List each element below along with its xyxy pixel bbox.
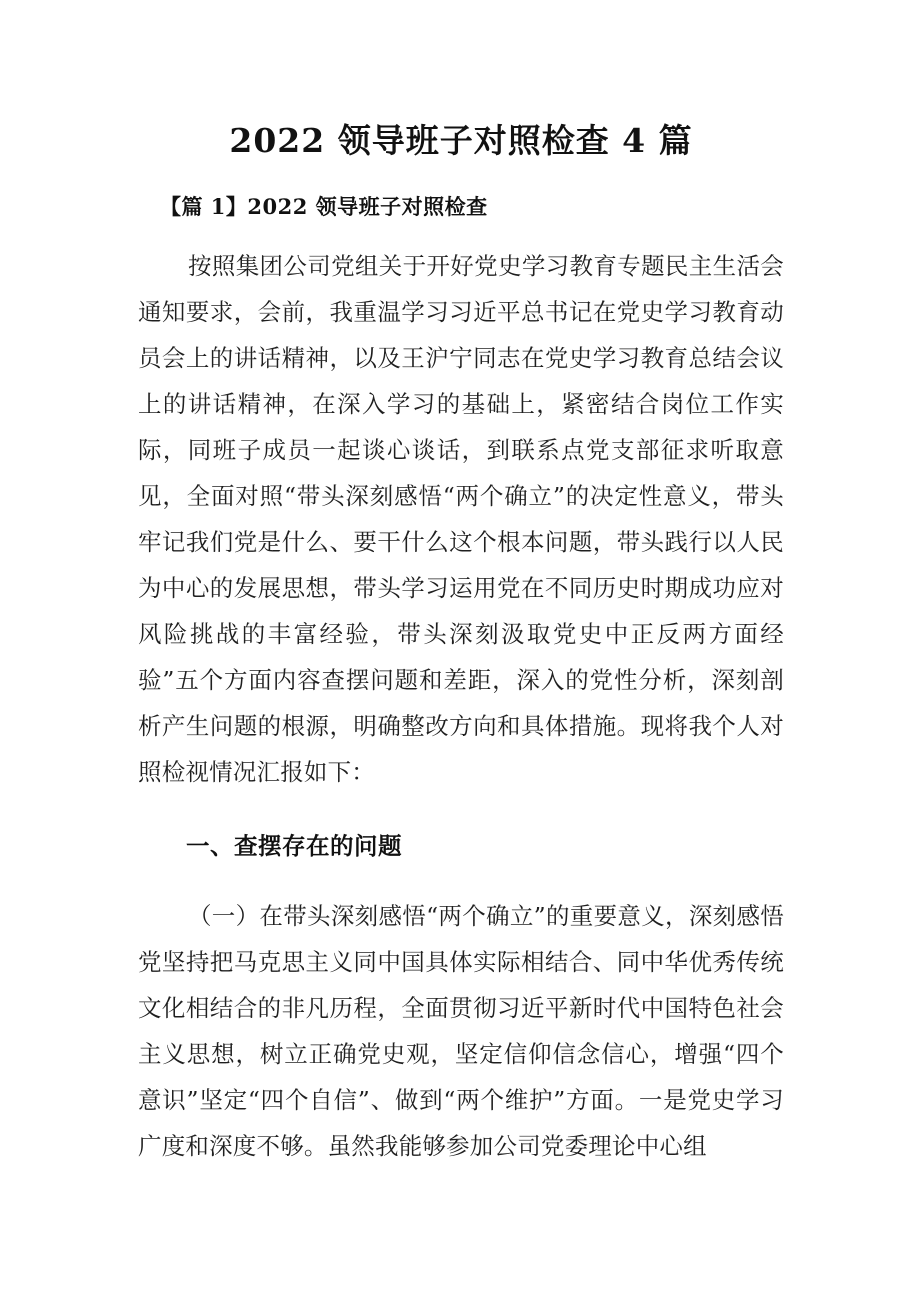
- document-content: [138, 0, 784, 1169]
- body-paragraph-2: （一）在带头深刻感悟“两个确立”的重要意义，深刻感悟党坚持把马克思主义同中国具体实际相结合、同中华优秀传统文化相结合的非凡历程，全面贯彻习近平新时代中国特色社会主义思想，树立正确党史观，坚定信仰信念信心，增强“四个意识”坚定“四个自信”、做到“两个维护”方面。一是党史学习广度和深度不够。虽然我能够参加公司党委理论中心组: [138, 902, 784, 1160]
- body-paragraph-1: 按照集团公司党组关于开好党史学习教育专题民主生活会通知要求，会前，我重温学习习近平总书记在党史学习教育动员会上的讲话精神，以及王沪宁同志在党史学习教育总结会议上的讲话精神，在深入学习的基础上，紧密结合岗位工作实际，同班子成员一起谈心谈话，到联系点党支部征求听取意见，全面对照“带头深刻感悟“两个确立”的决定性意义，带头牢记我们党是什么、要干什么这个根本问题，带头践行以人民为中心的发展思想，带头学习运用党在不同历史时期成功应对风险挑战的丰富经验，带头深刻汲取党史中正反两方面经验”五个方面内容查摆问题和差距，深入的党性分析，深刻剖析产生问题的根源，明确整改方向和具体措施。现将我个人对照检视情况汇报如下：: [138, 252, 784, 786]
- document-title: 2022 领导班子对照检查 4 篇: [229, 121, 693, 160]
- document-subtitle: 【篇 1】2022 领导班子对照检查: [160, 194, 488, 219]
- section-heading-1: 一、查摆存在的问题: [186, 833, 402, 859]
